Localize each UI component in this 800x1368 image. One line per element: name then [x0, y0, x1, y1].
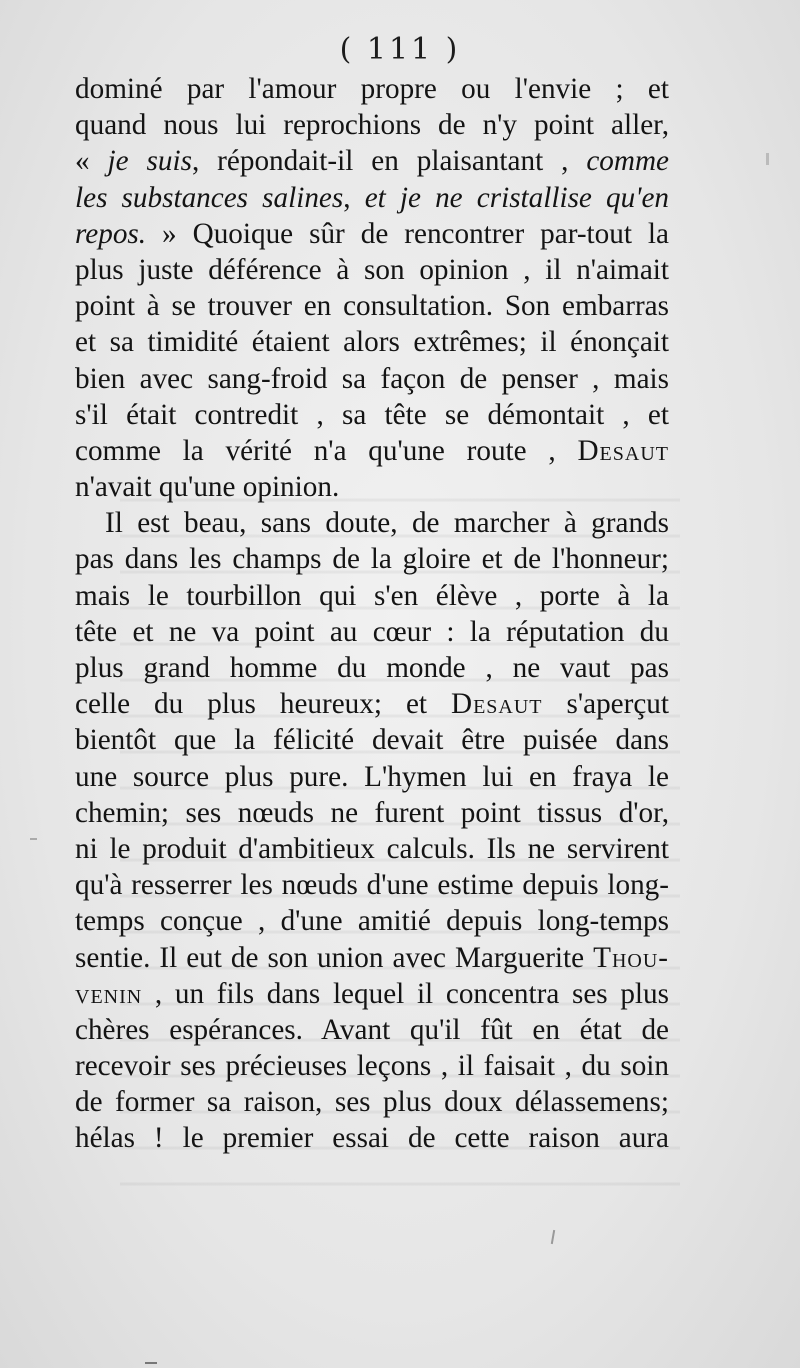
ink-speck: [145, 1362, 157, 1364]
text-line: bientôt que la félicité devait être puisée dans: [75, 724, 669, 757]
text-line: temps conçue , d'une amitié depuis long-temps: [75, 905, 669, 938]
text-line: et sa timidité étaient alors extrêmes; il énonçait: [75, 326, 669, 359]
text-line: hélas ! le premier essai de cette raison aura: [75, 1122, 669, 1155]
ink-speck: [766, 153, 769, 165]
ink-speck: [30, 838, 37, 840]
text-line: celle du plus heureux; et Desaut s'aperçut: [75, 688, 670, 721]
italic-quote: repos.: [75, 217, 147, 250]
text-line: point à se trouver en consultation. Son embarras: [75, 290, 669, 323]
name-small-caps: venin: [75, 977, 143, 1010]
paragraph-start-line: Il est beau, sans doute, de marcher à grands: [105, 507, 669, 540]
text-line: venin , un fils dans lequel il concentra ses plus: [75, 977, 669, 1010]
text-line: dominé par l'amour propre ou l'envie ; et: [75, 73, 669, 105]
text-line: tête et ne va point au cœur : la réputation du: [75, 615, 669, 648]
text-line: bien avec sang-froid sa façon de penser , mais: [75, 362, 669, 395]
text-line: mais le tourbillon qui s'en élève , porte à la: [75, 579, 669, 612]
text-line: plus grand homme du monde , ne vaut pas: [75, 652, 669, 684]
text-line: qu'à resserrer les nœuds d'une estime depuis long-: [75, 869, 669, 902]
text-line: pas dans les champs de la gloire et de l'honneur;: [75, 543, 669, 576]
text-line: chères espérances. Avant qu'il fût en état de: [75, 1013, 669, 1046]
text-line: recevoir ses précieuses leçons , il faisait , du soin: [75, 1050, 669, 1083]
name-small-caps: Thou-: [593, 941, 669, 974]
text-line: sentie. Il eut de son union avec Marguerite Thou-: [75, 941, 669, 974]
text-line: quand nous lui reprochions de n'y point aller,: [75, 109, 669, 142]
text-line: « je suis, répondait-il en plaisantant , comme: [75, 145, 670, 178]
italic-quote: je suis: [107, 145, 192, 178]
text-line: les substances salines, et je ne cristallise qu'en: [75, 181, 670, 214]
text-line: de former sa raison, ses plus doux délassemens;: [75, 1086, 669, 1119]
text-line: chemin; ses nœuds ne furent point tissus d'or,: [75, 796, 669, 829]
italic-quote: les substances salines: [75, 181, 344, 214]
name-small-caps: Desaut: [451, 688, 543, 721]
body-text: [75, 71, 669, 1157]
text-line: une source plus pure. L'hymen lui en fraya le: [75, 760, 669, 793]
text-line: plus juste déférence à son opinion , il n'aimait: [75, 253, 669, 286]
italic-quote: comme: [586, 145, 670, 178]
name-small-caps: Desaut: [577, 434, 669, 467]
text-line: repos. » Quoique sûr de rencontrer par-tout la: [75, 217, 669, 250]
text-line: s'il était contredit , sa tête se démontait , et: [75, 398, 669, 431]
text-line: ni le produit d'ambitieux calculs. Ils ne servirent: [75, 832, 669, 865]
page-number: ( 111 ): [339, 32, 461, 67]
paragraph-end-line: n'avait qu'une opinion.: [75, 471, 340, 504]
ink-speck: [551, 1230, 555, 1244]
text-line: comme la vérité n'a qu'une route , Desaut: [75, 434, 669, 467]
italic-quote: et je ne cristallise qu'en: [364, 181, 670, 214]
